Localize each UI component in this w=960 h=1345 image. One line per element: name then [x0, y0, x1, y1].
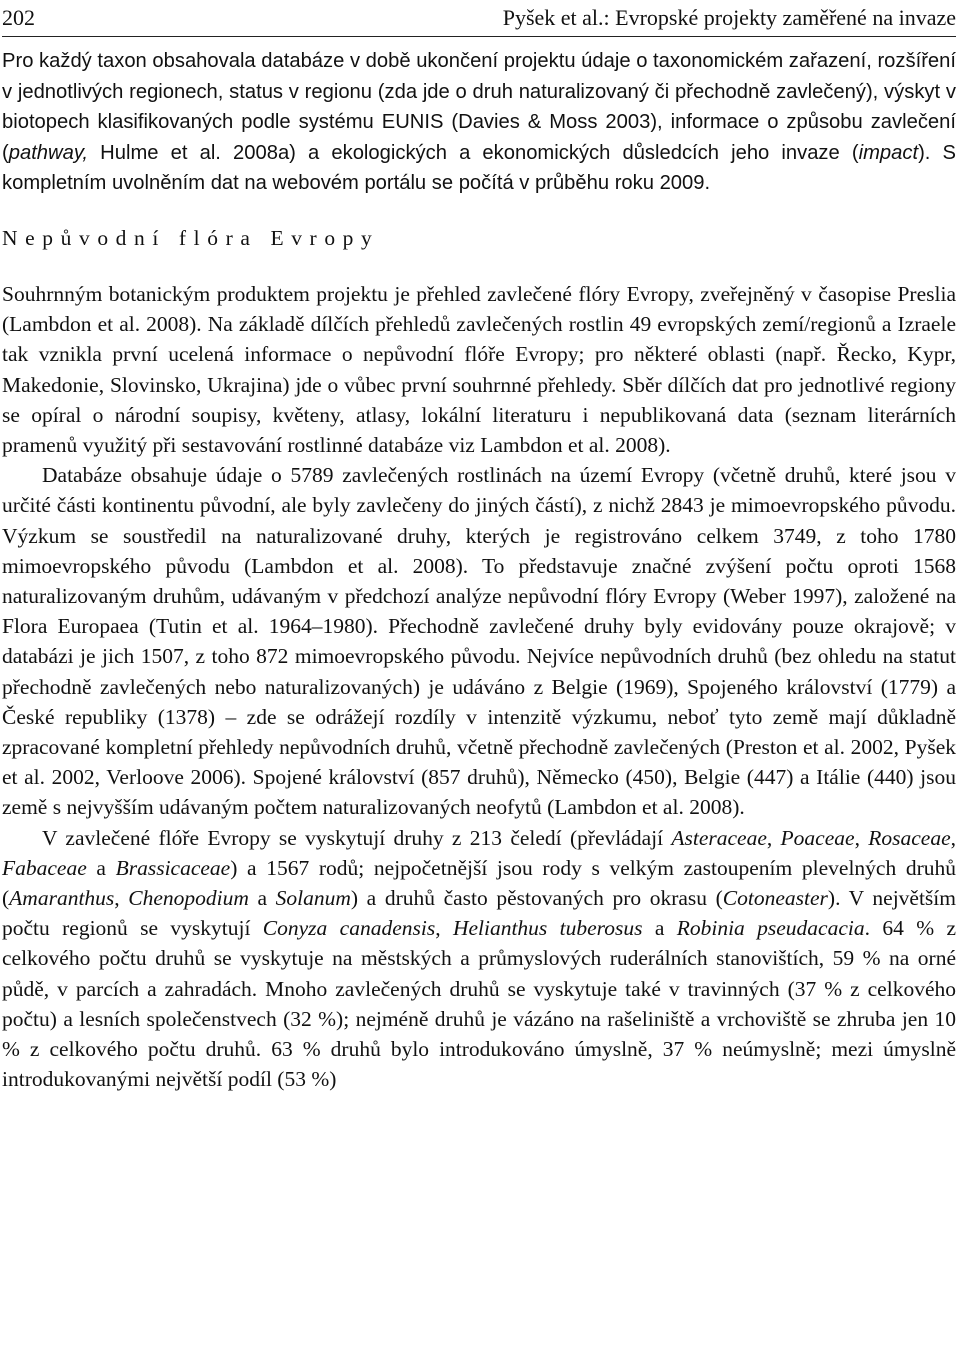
taxon-name: Brassicaceae — [115, 855, 231, 880]
families-text: a — [248, 886, 276, 911]
page-number: 202 — [2, 5, 35, 30]
families-text: ). V největším počtu regionů se vyskytují — [2, 886, 956, 941]
intro-text-3: ). S kompletním uvolněním dat na webovém portálu se počítá v průběhu roku 2009. — [2, 141, 957, 195]
families-text: , — [435, 916, 453, 941]
intro-paragraph — [2, 46, 956, 199]
families-text: , — [766, 825, 781, 850]
paragraph-database-stats: Databáze obsahuje údaje o 5789 zavlečených rostlinách na území Evropy (včetně druhů, které jsou v určité části kontinentu původní, ale byly zavlečeny do jiných částí), z nichž 2843 je mimoevropského původu. Výzkum se soustředil na naturalizované druhy, kterých je registrováno celkem 3749, z toho 1780 mimoevropského původu (Lambdon et al. 2008). To představuje značné zvýšení počtu oproti 1568 naturalizovaným druhům, udávaným v předchozí analýze nepůvodní flóry Evropy (Weber 1997), založené na Flora Europaea (Tutin et al. 1964–1980). Přechodně zavlečené druhy byly evidovány pouze okrajově; v databázi je jich 1507, z toho 872 mimoevropského původu. Nejvíce nepůvodních druhů (bez ohledu na statut přechodně zavlečených nebo naturalizovaných) je udáváno z Belgie (1969), Spojeného království (1779) a České republiky (1378) – zde se odrážejí rozdíly v intenzitě výzkumu, neboť tyto země mají důkladně zpracované kompletní přehledy nepůvodních druhů, včetně přechodně zavlečených (Preston et al. 2002, Pyšek et al. 2002, Verloove 2006). Spojené království (857 druhů), Německo (450), Belgie (447) a Itálie (440) jsou země s nejvyšším udávaným počtem naturalizovaných neofytů (Lambdon et al. 2008). — [2, 463, 956, 820]
taxon-name: Fabaceae — [2, 855, 87, 880]
taxon-name: Helianthus tuberosus — [452, 916, 643, 941]
taxon-name: Rosaceae — [868, 825, 951, 850]
intro-text-1: Pro každý taxon obsahovala databáze v době ukončení projektu údaje o taxonomickém zařazení, rozšíření v jednotlivých regionech, status v regionu (zda jde o druh naturalizovaný či přechodně zavlečený), výskyt v biotopech klasifikovaných podle systému EUNIS (Davies & Moss 2003), informace o způsobu zavlečení ( — [2, 50, 956, 164]
taxon-name: Chenopodium — [128, 886, 249, 911]
page-header — [2, 0, 956, 37]
families-text: a — [642, 916, 677, 941]
taxon-name: Robinia pseudacacia — [676, 916, 865, 941]
taxon-name: Poaceae — [780, 825, 855, 850]
families-text: V zavlečené flóře Evropy se vyskytují druhy z 213 čeledí (převládají — [42, 825, 672, 850]
families-text: ) a druhů často pěstovaných pro okrasu ( — [350, 886, 723, 911]
families-text: , — [950, 825, 956, 850]
intro-text-2: Hulme et al. 2008a) a ekologických a ekonomických důsledcích jeho invaze ( — [88, 141, 859, 164]
families-text: , — [854, 825, 869, 850]
taxon-name: Conyza canadensis — [262, 916, 436, 941]
families-text: a — [86, 855, 116, 880]
paragraph-families — [2, 823, 956, 1095]
families-text: ) a 1567 rodů; nejpočetnější jsou rody s velkým zastoupením plevelných druhů ( — [2, 855, 957, 911]
running-head: Pyšek et al.: Evropské projekty zaměřené na invaze — [502, 5, 956, 30]
families-text: , — [114, 886, 129, 911]
taxon-name: Asteraceae — [671, 825, 767, 850]
paragraph-flora-overview: Souhrnným botanickým produktem projektu je přehled zavlečené flóry Evropy, zveřejněný v časopise Preslia (Lambdon et al. 2008). Na základě dílčích přehledů zavlečených rostlin 49 evropských zemí/regionů a Izraele tak vznikla první ucelená informace o nepůvodní flóře Evropy; pro některé oblasti (např. Řecko, Kypr, Makedonie, Slovinsko, Ukrajina) jde o vůbec první souhrnné přehledy. Sběr dílčích dat pro jednotlivé regiony se opíral o národní soupisy, květeny, atlasy, lokální literaturu i nepublikovaná data (seznam literárních pramenů využitý při sestavování rostlinné databáze viz Lambdon et al. 2008). — [2, 281, 956, 457]
taxon-name: Amaranthus — [9, 886, 115, 911]
intro-italic-impact: impact — [858, 141, 919, 164]
section-heading: Nepůvodní flóra Evropy — [2, 225, 380, 250]
taxon-name: Solanum — [275, 886, 351, 911]
families-text: . 64 % z celkového počtu druhů se vyskytuje na městských a průmyslových ruderálních stanovištích, 59 % na orné půdě, v parcích a zahradách. Mnoho zavlečených druhů se vyskytuje také v travinných (37 % z celkového počtu) a lesních společenstvech (32 %); nejméně druhů je vázáno na rašeliniště a vrchoviště se zhruba jen 10 % z celkového počtu druhů. 63 % druhů bylo introdukováno úmyslně, 37 % neúmyslně; mezi úmyslně introdukovanými největší podíl (53 %) — [2, 916, 957, 1092]
intro-italic-pathway: pathway, — [8, 141, 89, 164]
page-body — [2, 46, 956, 1094]
taxon-name: Cotoneaster — [722, 886, 828, 911]
